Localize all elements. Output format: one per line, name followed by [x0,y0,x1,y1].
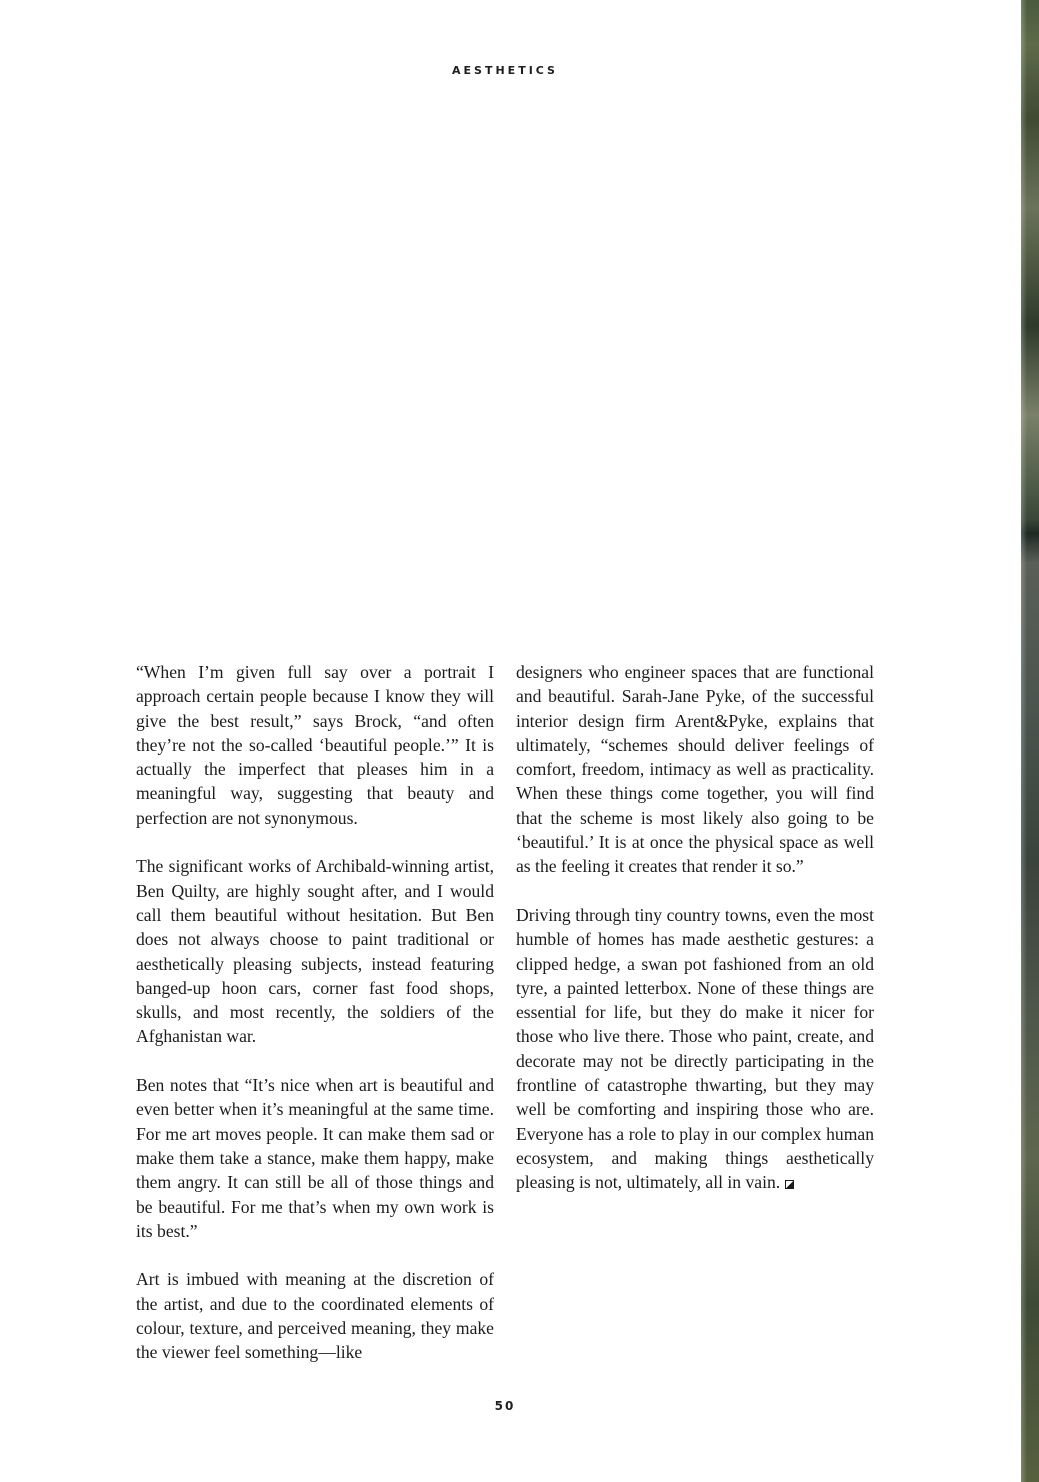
left-text-column [136,660,494,1389]
paragraph: The significant works of Archibald-winning artist, Ben Quilty, are highly sought after, and I would call them beautiful without hesitation. But Ben does not always choose to paint traditional or aesthetically pleasing subjects, instead featuring banged-up hoon cars, corner fast food shops, skulls, and most recently, the soldiers of the Afghanistan war. [136,856,494,1047]
end-of-article-icon [785,1180,794,1189]
right-text-column [516,660,874,1219]
page-number: 50 [494,1399,516,1413]
paragraph: Art is imbued with meaning at the discretion of the artist, and due to the coordinated elements of colour, texture, and perceived meaning, they make the viewer feel something—like [136,1269,494,1363]
paragraph: designers who engineer spaces that are functional and beautiful. Sarah-Jane Pyke, of the successful interior design firm Arent&Pyke, explains that ultimately, “schemes should deliver feelings of comfort, freedom, intimacy as well as practicality. When these things come together, you will find that the scheme is most likely also going to be ‘beautiful.’ It is at once the physical space as well as the feeling it creates that render it so.” [516,662,874,877]
paragraph: “When I’m given full say over a portrait I approach certain people because I know they will give the best result,” says Brock, “and often they’re not the so-called ‘beautiful people.’” It is actually the imperfect that pleases him in a meaningful way, suggesting that beauty and perfection are not synonymous. [136,662,494,828]
paragraph: Ben notes that “It’s nice when art is beautiful and even better when it’s meaningful at the same time. For me art moves people. It can make them sad or make them take a stance, make them happy, make them angry. It can still be all of those things and be beautiful. For me that’s when my own work is its best.” [136,1075,494,1241]
paragraph-final [516,903,874,1195]
section-header: AESTHETICS [452,64,558,77]
facing-page-photo-edge [1021,0,1039,1482]
paragraph-text: Driving through tiny country towns, even the most humble of homes has made aesthetic gestures: a clipped hedge, a swan pot fashioned from an old tyre, a painted letterbox. None of these things are essential for life, but they do make it nicer for those who live there. Those who paint, create, and decorate may not be directly participating in the frontline of catastrophe thwarting, but they may well be comforting and inspiring those who are. Everyone has a role to play in our complex human ecosystem, and making things aesthetically pleasing is not, ultimately, all in vain. [516,904,874,1193]
